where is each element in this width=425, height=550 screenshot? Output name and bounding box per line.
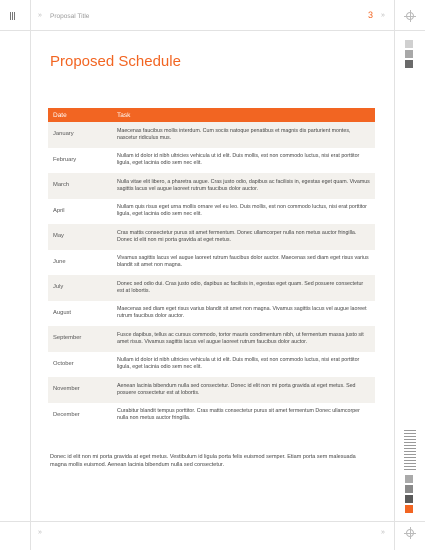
header-guide-line bbox=[0, 30, 425, 31]
color-swatch bbox=[405, 475, 413, 483]
table-row bbox=[48, 250, 375, 276]
barcode-line bbox=[404, 457, 416, 458]
row-task: Maecenas sed diam eget risus varius blandit sit amet non magna. Vivamus sagittis lacus vel augue laoreet rutrum faucibus dolor auctor. bbox=[112, 301, 375, 327]
color-swatch bbox=[405, 40, 413, 48]
crosshair-icon bbox=[404, 10, 416, 22]
table-header-row bbox=[48, 108, 375, 122]
vertical-bars-icon bbox=[10, 12, 17, 20]
barcode-line bbox=[404, 433, 416, 434]
row-task: Fusce dapibus, tellus ac cursus commodo, tortor mauris condimentum nibh, ut fermentum massa justo sit amet risus. Vivamus sagittis lacus vel augue laoreet rutrum faucibus dolor auctor. bbox=[112, 326, 375, 352]
color-swatch bbox=[405, 50, 413, 58]
barcode-line bbox=[404, 439, 416, 440]
table-body bbox=[48, 122, 375, 428]
row-task: Nullam id dolor id nibh ultricies vehicula ut id elit. Duis mollis, est non commodo luctus, nisi erat porttitor ligula, eget lacinia odio sem nec elit. bbox=[112, 148, 375, 174]
row-date: January bbox=[48, 122, 112, 148]
table-row bbox=[48, 301, 375, 327]
barcode-line bbox=[404, 448, 416, 449]
header-title: Proposal Title bbox=[50, 13, 90, 20]
chevron-right-icon: » bbox=[381, 529, 384, 536]
table-row bbox=[48, 275, 375, 301]
row-task: Vivamus sagittis lacus vel augue laoreet rutrum faucibus dolor auctor. Maecenas sed diam eget risus varius blandit sit amet non magna. bbox=[112, 250, 375, 276]
schedule-table bbox=[48, 108, 375, 428]
row-task: Maecenas faucibus mollis interdum. Cum sociis natoque penatibus et magnis dis parturient montes, nascetur ridiculus mus. bbox=[112, 122, 375, 148]
barcode-line bbox=[404, 463, 416, 464]
barcode-line bbox=[404, 442, 416, 443]
barcode-line bbox=[404, 454, 416, 455]
barcode-line bbox=[404, 460, 416, 461]
row-task: Aenean lacinia bibendum nulla sed consectetur. Donec id elit non mi porta gravida at eget metus. Sed posuere consectetur est at lobortis. bbox=[112, 377, 375, 403]
footnote-paragraph: Donec id elit non mi porta gravida at eget metus. Vestibulum id ligula porta felis euismod semper. Etiam porta sem malesuada magna mollis euismod. Aenean lacinia bibendum nulla sed consectetur. bbox=[50, 454, 356, 468]
row-date: October bbox=[48, 352, 112, 378]
row-date: July bbox=[48, 275, 112, 301]
row-date: November bbox=[48, 377, 112, 403]
table-row bbox=[48, 326, 375, 352]
row-task: Cras mattis consectetur purus sit amet fermentum. Donec ullamcorper nulla non metus auctor fringilla. Donec id elit non mi porta gravida at eget metus. bbox=[112, 224, 375, 250]
chevron-right-icon: » bbox=[381, 12, 384, 19]
table-row bbox=[48, 199, 375, 225]
table-row bbox=[48, 352, 375, 378]
column-header-task: Task bbox=[112, 108, 375, 122]
left-guide-line bbox=[30, 0, 31, 550]
chevron-right-icon: » bbox=[38, 12, 41, 19]
color-swatch bbox=[405, 495, 413, 503]
row-date: August bbox=[48, 301, 112, 327]
row-date: December bbox=[48, 403, 112, 429]
page-number: 3 bbox=[368, 10, 374, 20]
barcode-line bbox=[404, 466, 416, 467]
table-row bbox=[48, 403, 375, 429]
table-row bbox=[48, 173, 375, 199]
row-date: June bbox=[48, 250, 112, 276]
table-row bbox=[48, 122, 375, 148]
row-date: September bbox=[48, 326, 112, 352]
row-date: February bbox=[48, 148, 112, 174]
column-header-date: Date bbox=[48, 108, 112, 122]
barcode-line bbox=[404, 469, 416, 470]
barcode-line bbox=[404, 451, 416, 452]
page-title: Proposed Schedule bbox=[50, 53, 181, 70]
barcode-line bbox=[404, 436, 416, 437]
row-task: Donec sed odio dui. Cras justo odio, dapibus ac facilisis in, egestas eget quam. Sed posuere consectetur est at lobortis. bbox=[112, 275, 375, 301]
row-date: April bbox=[48, 199, 112, 225]
row-date: May bbox=[48, 224, 112, 250]
row-date: March bbox=[48, 173, 112, 199]
table-row bbox=[48, 148, 375, 174]
row-task: Curabitur blandit tempus porttitor. Cras mattis consectetur purus sit amet fermentum Donec ullamcorper nulla non metus auctor fringilla. bbox=[112, 403, 375, 429]
barcode-line bbox=[404, 430, 416, 431]
barcode-line bbox=[404, 445, 416, 446]
crosshair-icon bbox=[404, 527, 416, 539]
color-swatch bbox=[405, 485, 413, 493]
color-swatch bbox=[405, 505, 413, 513]
table-row bbox=[48, 377, 375, 403]
table-row bbox=[48, 224, 375, 250]
color-swatch bbox=[405, 60, 413, 68]
row-task: Nullam id dolor id nibh ultricies vehicula ut id elit. Duis mollis, est non commodo luctus, nisi erat porttitor ligula, eget lacinia odio sem nec elit. bbox=[112, 352, 375, 378]
right-guide-line bbox=[394, 0, 395, 550]
row-task: Nulla vitae elit libero, a pharetra augue. Cras justo odio, dapibus ac facilisis in, egestas eget quam. Vivamus sagittis lacus vel augue laoreet rutrum faucibus dolor auctor. bbox=[112, 173, 375, 199]
chevron-right-icon: » bbox=[38, 529, 41, 536]
row-task: Nullam quis risus eget urna mollis ornare vel eu leo. Duis mollis, est non commodo luctus, nisi erat porttitor ligula, eget lacinia odio sem nec elit. bbox=[112, 199, 375, 225]
footer-guide-line bbox=[0, 521, 425, 522]
